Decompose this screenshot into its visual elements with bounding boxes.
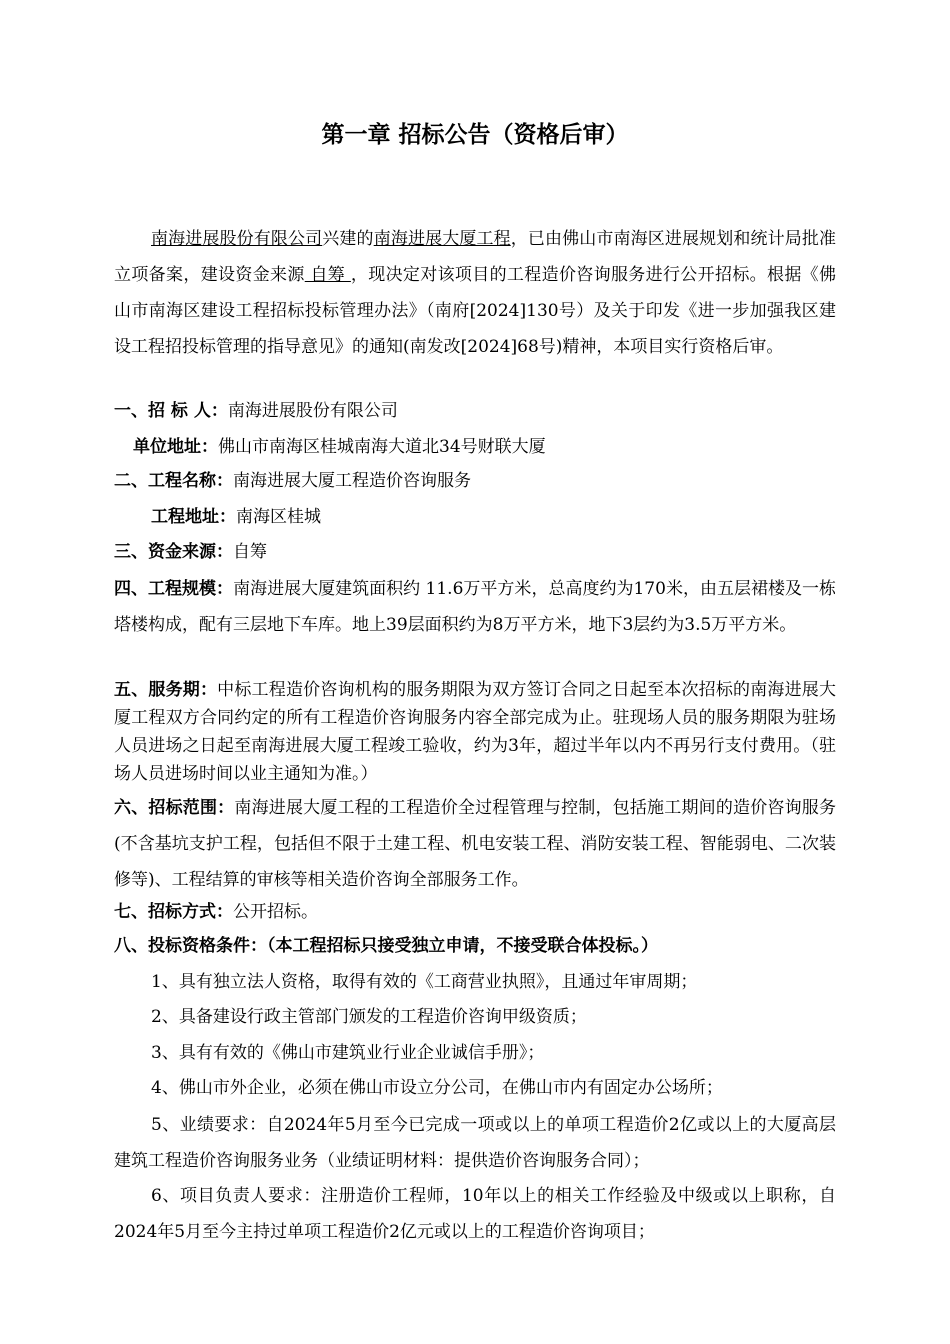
section-scale bbox=[114, 571, 836, 643]
tenderer-name: 南海进展股份有限公司 bbox=[151, 229, 323, 249]
section-method bbox=[114, 897, 318, 927]
section-value: 南海进展大厦工程造价咨询服务 bbox=[233, 471, 471, 491]
section-value: 佛山市南海区桂城南海大道北34号财联大厦 bbox=[218, 437, 546, 457]
section-scope bbox=[114, 790, 836, 898]
list-item: 1、具有独立法人资格，取得有效的《工商营业执照》，且通过年审周期； bbox=[151, 972, 698, 992]
list-item: 2、具备建设行政主管部门颁发的工程造价咨询甲级资质； bbox=[151, 1007, 587, 1027]
section-value: 自筹 bbox=[233, 542, 267, 562]
intro-text: ，现决定对该项目的工程造价咨询服务进行公开招标。根据《佛山市南海区建设工程招标投标管理办法》（南府[2024]130号）及关于印发《进一步加强我区建设工程招投标管理的指导意见》的通知(南发改[2024]68号)精神，本项目实行资格后审。 bbox=[114, 265, 837, 357]
list-item: 5、业绩要求：自2024年5月至今已完成一项或以上的单项工程造价2亿或以上的大厦高层建筑工程造价咨询服务业务（业绩证明材料：提供造价咨询服务合同）； bbox=[114, 1115, 836, 1171]
section-value: 南海进展大厦建筑面积约 11.6万平方米，总高度约为170米，由五层裙楼及一栋塔楼构成，配有三层地下车库。地上39层面积约为8万平方米，地下3层约为3.5万平方米。 bbox=[114, 579, 837, 635]
section-label: 五、服务期： bbox=[114, 680, 218, 700]
section-address bbox=[133, 432, 546, 462]
section-label: 工程地址： bbox=[151, 507, 236, 527]
list-item: 3、具有有效的《佛山市建筑业行业企业诚信手册》； bbox=[151, 1043, 545, 1063]
section-label: 八、投标资格条件： bbox=[114, 936, 267, 956]
section-value: 南海进展大厦工程的工程造价全过程管理与控制，包括施工期间的造价咨询服务(不含基坑支护工程，包括但不限于土建工程、机电安装工程、消防安装工程、智能弱电、二次装修等)、工程结算的审核等相关造价咨询全部服务工作。 bbox=[114, 798, 837, 890]
section-project-name bbox=[114, 466, 471, 496]
section-label: 七、招标方式： bbox=[114, 902, 233, 922]
intro-text: 兴建的 bbox=[322, 229, 374, 249]
section-qualification bbox=[114, 931, 658, 961]
section-service-period bbox=[114, 676, 836, 788]
section-label: 四、工程规模： bbox=[114, 579, 234, 599]
section-project-site bbox=[151, 502, 321, 532]
section-label: 二、工程名称： bbox=[114, 471, 233, 491]
fund-source: 自筹 bbox=[304, 265, 351, 285]
section-label: 一、招 标 人： bbox=[114, 401, 228, 421]
section-label: 六、招标范围： bbox=[114, 798, 235, 818]
section-value: 公开招标。 bbox=[233, 902, 318, 922]
section-fund bbox=[114, 537, 267, 567]
section-tenderer bbox=[114, 396, 398, 426]
intro-text: ，已由佛山市南海区进展规划和统计局批准立项备案，建设资金来源 bbox=[114, 229, 837, 285]
section-value: 南海进展股份有限公司 bbox=[227, 401, 398, 421]
intro-paragraph bbox=[114, 221, 836, 365]
list-item: 4、佛山市外企业，必须在佛山市设立分公司，在佛山市内有固定办公场所； bbox=[151, 1078, 723, 1098]
section-label: 单位地址： bbox=[133, 437, 218, 457]
section-value: 中标工程造价咨询机构的服务期限为双方签订合同之日起至本次招标的南海进展大厦工程双方合同约定的所有工程造价咨询服务内容全部完成为止。驻现场人员的服务期限为驻场人员进场之日起至南海进展大厦工程竣工验收，约为3年，超过半年以内不再另行支付费用。（驻场人员进场时间以业主通知为准。） bbox=[114, 680, 836, 784]
chapter-title: 第一章 招标公告（资格后审） bbox=[321, 122, 629, 148]
list-item: 6、项目负责人要求：注册造价工程师，10年以上的相关工作经验及中级或以上职称，自2024年5月至今主持过单项工程造价2亿元或以上的工程造价咨询项目； bbox=[114, 1186, 836, 1242]
project-name: 南海进展大厦工程 bbox=[373, 229, 511, 249]
section-label: 三、资金来源： bbox=[114, 542, 233, 562]
section-value: （本工程招标只接受独立申请，不接受联合体投标。） bbox=[267, 936, 658, 956]
section-value: 南海区桂城 bbox=[236, 507, 321, 527]
